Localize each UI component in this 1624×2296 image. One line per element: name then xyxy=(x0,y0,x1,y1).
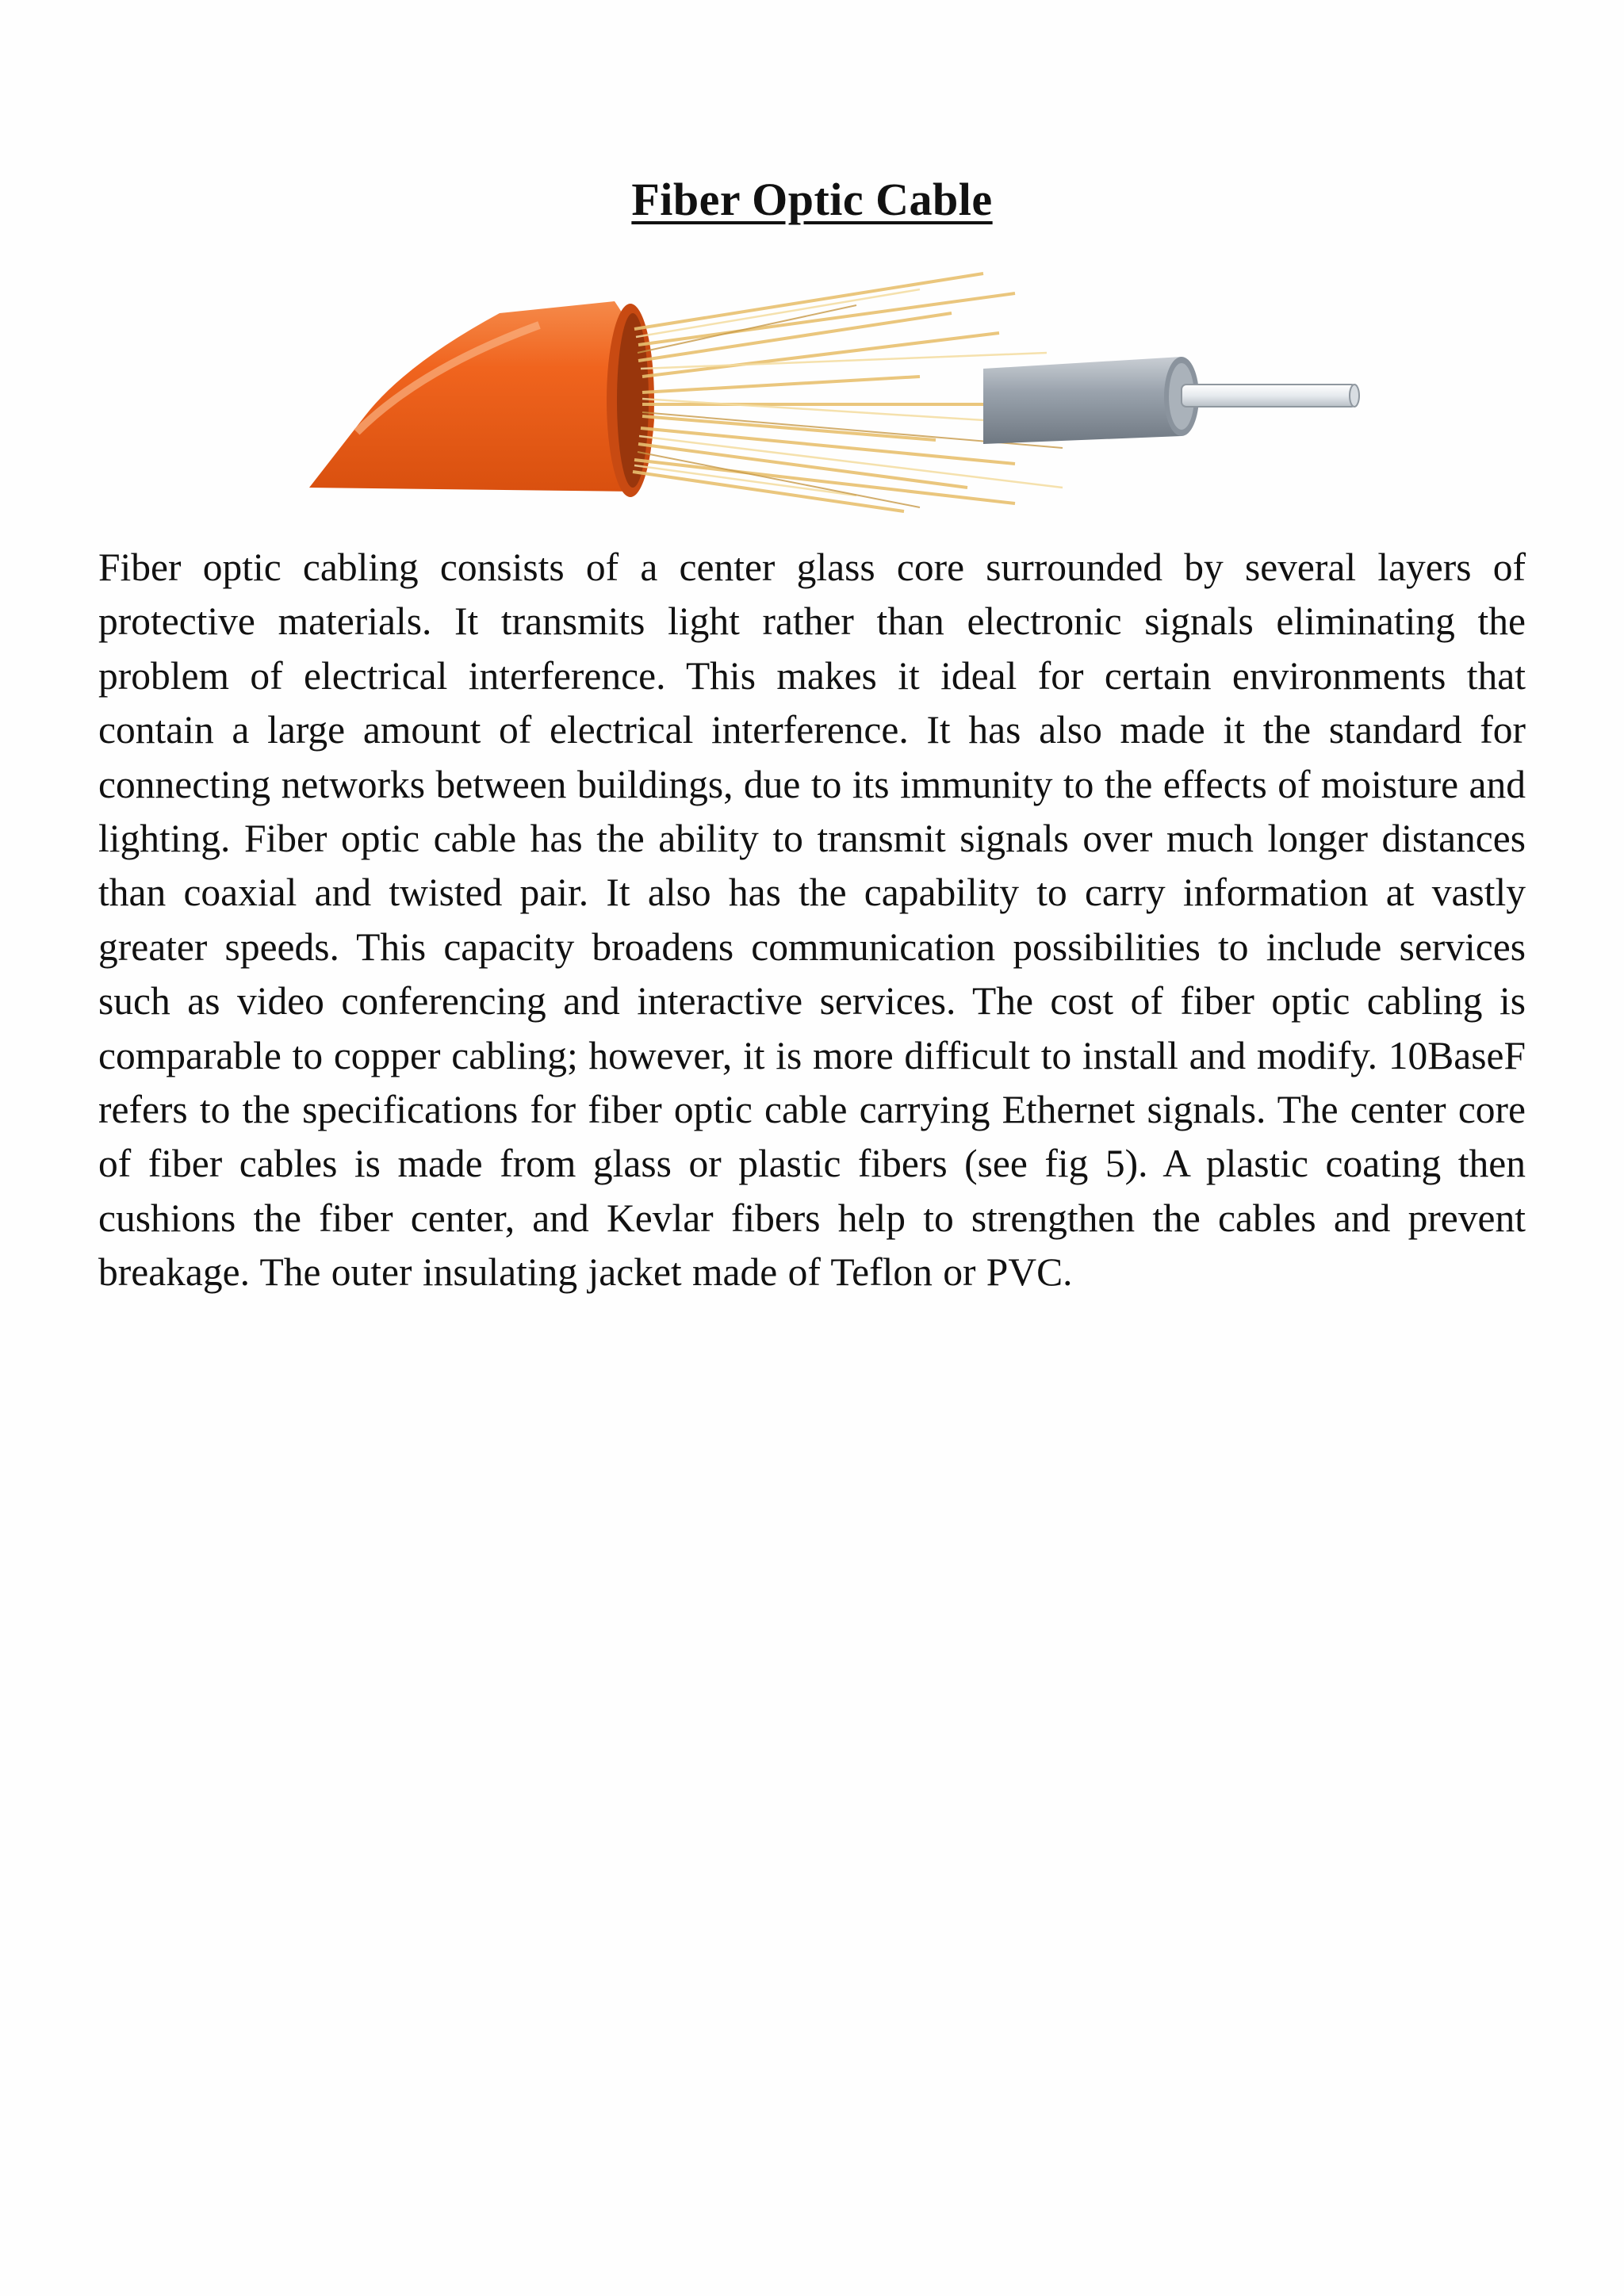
body-paragraph: Fiber optic cabling consists of a center glass core surrounded by several layers of protective materials. It transmits light rather than electronic signals eliminating the problem of electrical interference. This makes it ideal for certain environments that contain a large amount of electrical interference. It has also made it the standard for connecting networks between buildings, due to its immunity to the effects of moisture and lighting. Fiber optic cable has the ability to transmit signals over much longer distances than coaxial and twisted pair. It also has the capability to carry information at vastly greater speeds. This capacity broadens communication possibilities to include services such as video conferencing and interactive services. The cost of fiber optic cabling is comparable to copper cabling; however, it is more difficult to install and modify. 10BaseF refers to the specifications for fiber optic cable carrying Ethernet signals. The center core of fiber cables is made from glass or plastic fibers (see fig 5). A plastic coating then cushions the fiber center, and Kevlar fibers help to strengthen the cables and prevent breakage. The outer insulating jacket made of Teflon or PVC. xyxy=(98,545,1526,1295)
page-title: Fiber Optic Cable xyxy=(631,174,993,225)
fiber-optic-cable-icon xyxy=(301,258,1364,519)
fiber-optic-cable-figure xyxy=(301,258,1364,519)
